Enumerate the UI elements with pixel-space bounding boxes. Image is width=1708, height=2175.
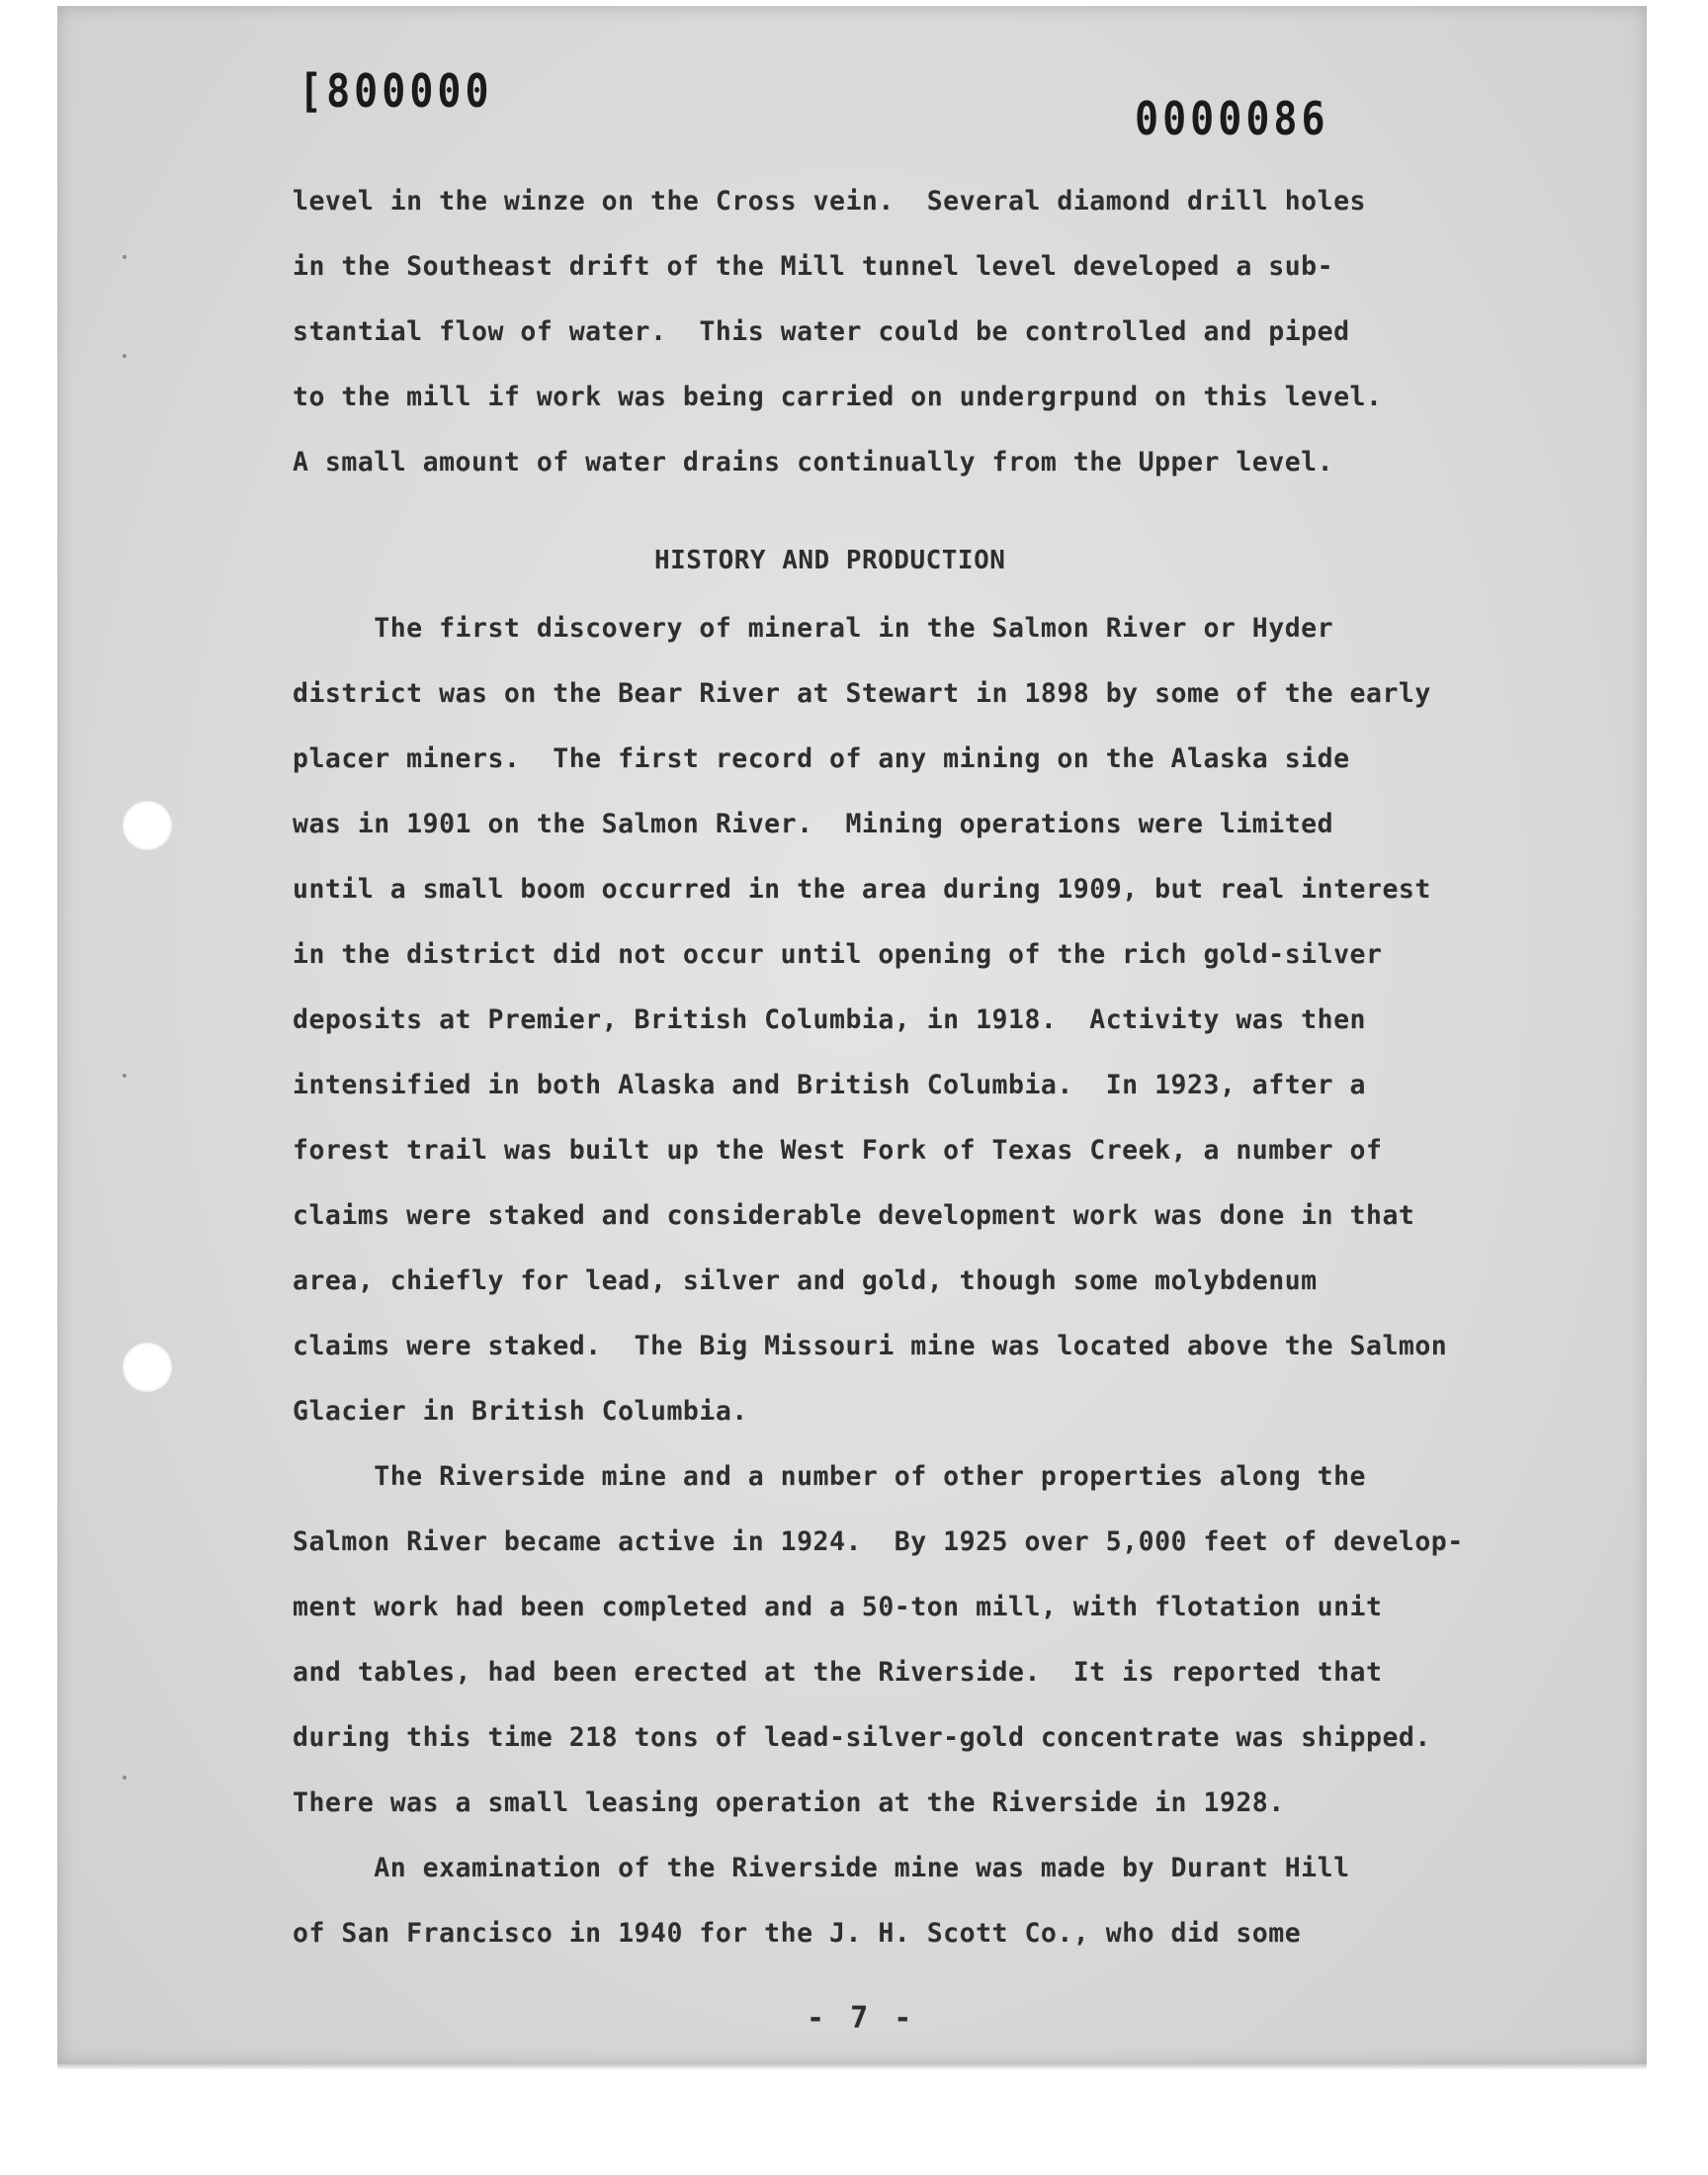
page-edge-shadow xyxy=(57,2064,1647,2070)
text-line: placer miners. The first record of any mining on the Alaska side xyxy=(293,743,1350,774)
text-line: claims were staked and considerable development work was done in that xyxy=(293,1200,1415,1231)
text-line: deposits at Premier, British Columbia, in 1918. Activity was then xyxy=(293,1004,1366,1035)
text-line: in the district did not occur until opening of the rich gold-silver xyxy=(293,939,1383,970)
text-line: stantial flow of water. This water could be controlled and piped xyxy=(293,316,1350,347)
body-text xyxy=(293,0,1607,1949)
text-line: A small amount of water drains continually from the Upper level. xyxy=(293,447,1334,478)
text-line: An examination of the Riverside mine was made by Durant Hill xyxy=(293,1853,1350,1883)
paper-speck xyxy=(123,354,127,358)
text-line: Glacier in British Columbia. xyxy=(293,1396,748,1427)
text-line: level in the winze on the Cross vein. Several diamond drill holes xyxy=(293,186,1366,217)
document-stamp-right: 0000086 xyxy=(1135,93,1329,146)
text-line: area, chiefly for lead, silver and gold, though some molybdenum xyxy=(293,1265,1318,1296)
punch-hole-top xyxy=(123,801,172,850)
text-line: claims were staked. The Big Missouri mine was located above the Salmon xyxy=(293,1331,1448,1361)
text-line: forest trail was built up the West Fork of Texas Creek, a number of xyxy=(293,1135,1383,1166)
text-line: in the Southeast drift of the Mill tunnel level developed a sub- xyxy=(293,251,1334,282)
text-line: to the mill if work was being carried on undergrpund on this level. xyxy=(293,382,1383,412)
paper-speck xyxy=(123,255,127,259)
section-heading: HISTORY AND PRODUCTION xyxy=(654,546,1006,575)
paper-speck xyxy=(123,1776,127,1780)
page-number: - 7 - xyxy=(807,2001,916,2036)
text-line: was in 1901 on the Salmon River. Mining operations were limited xyxy=(293,809,1334,839)
text-line: ment work had been completed and a 50-ton mill, with flotation unit xyxy=(293,1592,1383,1622)
text-line: and tables, had been erected at the Riverside. It is reported that xyxy=(293,1657,1383,1688)
text-line: The Riverside mine and a number of other properties along the xyxy=(293,1461,1366,1492)
text-line: district was on the Bear River at Stewart in 1898 by some of the early xyxy=(293,678,1431,709)
text-line: The first discovery of mineral in the Salmon River or Hyder xyxy=(293,613,1334,644)
punch-hole-bottom xyxy=(123,1343,172,1392)
text-line: intensified in both Alaska and British Columbia. In 1923, after a xyxy=(293,1070,1366,1100)
text-line: during this time 218 tons of lead-silver-gold concentrate was shipped. xyxy=(293,1722,1431,1753)
text-line: Salmon River became active in 1924. By 1925 over 5,000 feet of develop- xyxy=(293,1526,1464,1557)
text-line: until a small boom occurred in the area during 1909, but real interest xyxy=(293,874,1431,905)
document-stamp-left: [800000 xyxy=(299,65,493,119)
paper-speck xyxy=(123,1074,127,1078)
text-line: There was a small leasing operation at the Riverside in 1928. xyxy=(293,1787,1285,1818)
text-line: of San Francisco in 1940 for the J. H. Scott Co., who did some xyxy=(293,1918,1302,1949)
